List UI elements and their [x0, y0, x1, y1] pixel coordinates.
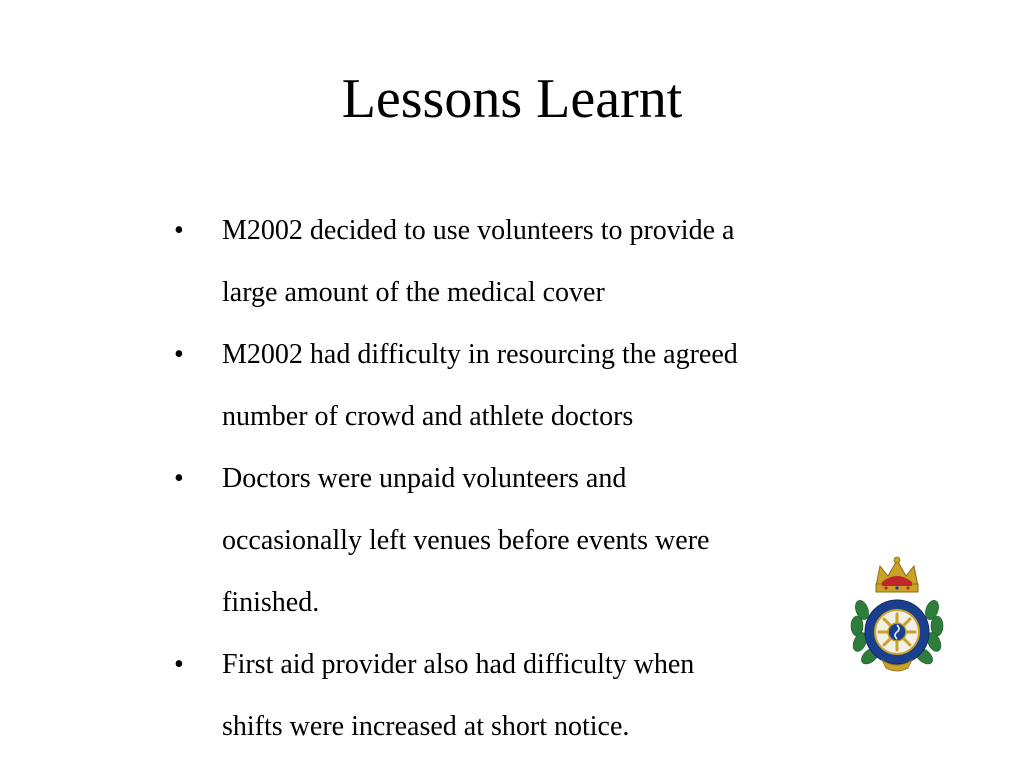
bullet-item: [174, 324, 864, 448]
slide-title: Lessons Learnt: [341, 68, 683, 130]
bullet-item: [174, 634, 864, 758]
bullet-line: shifts were increased at short notice.: [222, 711, 630, 742]
bullet-line: M2002 decided to use volunteers to provide a: [222, 215, 735, 246]
bullet-line: M2002 had difficulty in resourcing the agreed: [222, 339, 738, 370]
bullet-line: First aid provider also had difficulty when: [222, 649, 695, 680]
bullet-item: [174, 200, 864, 324]
bullet-marker: •: [174, 649, 184, 680]
bullet-item: [174, 448, 864, 634]
bullet-marker: •: [174, 339, 184, 370]
bullet-line: large amount of the medical cover: [222, 277, 605, 308]
bullet-marker: •: [174, 463, 184, 494]
bullet-list: [174, 200, 864, 758]
bullet-line: finished.: [222, 587, 320, 618]
ambulance-service-crest-icon: [848, 552, 946, 676]
bullet-line: Doctors were unpaid volunteers and: [222, 463, 627, 494]
bullet-line: occasionally left venues before events were: [222, 525, 710, 556]
bullet-line: number of crowd and athlete doctors: [222, 401, 634, 432]
bullet-marker: •: [174, 215, 184, 246]
